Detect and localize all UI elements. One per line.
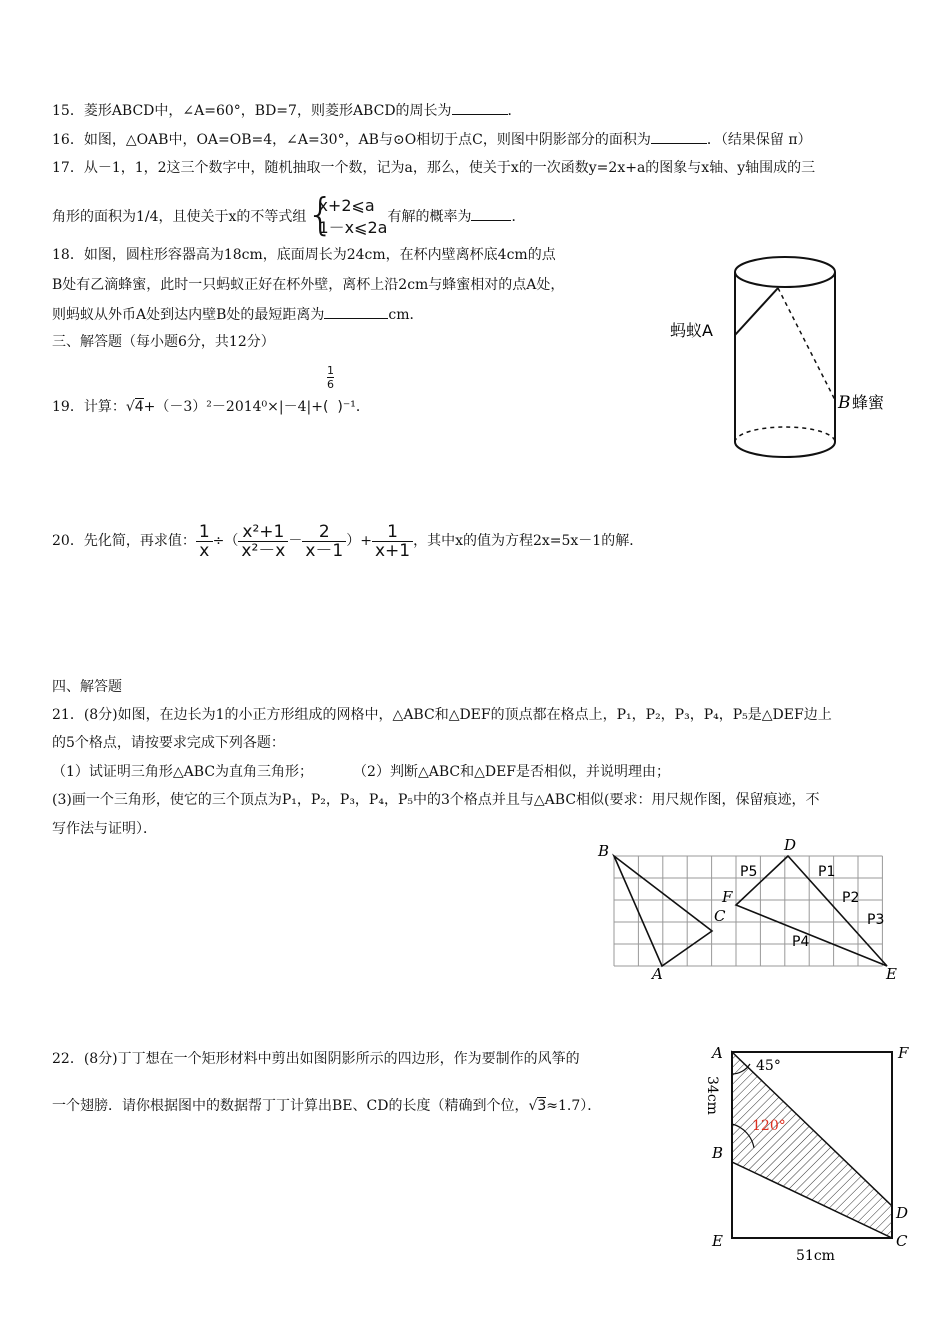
cylinder-top-rim — [735, 257, 835, 287]
fig-label-honey: 蜂蜜 — [852, 393, 885, 412]
label-e: E — [712, 1232, 723, 1250]
q17-line2-post: 有解的概率为 — [387, 209, 472, 225]
q20-frac4: $\frac{1}{x+1}$ — [372, 523, 413, 560]
q19-mid: +（－3）²－2014⁰×|－4|+ — [143, 399, 323, 415]
label-f: F — [722, 888, 733, 906]
q15-text: 15．菱形ABCD中，∠A=60°，BD=7，则菱形ABCD的周长为 — [52, 103, 452, 119]
question-22-line2 — [52, 1093, 601, 1119]
label-p1: P1 — [818, 864, 836, 880]
q20-close: ）+ — [346, 533, 372, 549]
question-21-line3 — [52, 762, 670, 782]
question-20 — [52, 519, 643, 563]
ant-path-outer — [735, 288, 778, 335]
shaded-quadrilateral — [732, 1052, 892, 1238]
question-21-line4: (3)画一个三角形，使它的三个顶点为P₁，P₂，P₃，P₄，P₅中的3个格点并且与△ABC相似(要求：用尺规作图，保留痕迹，不 — [52, 792, 820, 808]
label-p4: P4 — [792, 934, 810, 950]
q20-post: ，其中x的值为方程2x=5x－1的解． — [413, 533, 644, 549]
label-a: A — [652, 965, 663, 982]
question-21-line5: 写作法与证明）． — [52, 821, 157, 837]
label-a: A — [712, 1044, 723, 1062]
label-p5: P5 — [740, 864, 758, 880]
q19-frac-den: 6 — [326, 378, 334, 391]
cylinder-figure — [668, 250, 908, 470]
label-c: C — [896, 1232, 908, 1250]
q17-tail: ． — [511, 209, 526, 225]
section-3-heading: 三、解答题（每小题6分，共12分） — [52, 334, 275, 350]
question-16 — [52, 129, 812, 150]
label-b: B — [712, 1144, 724, 1162]
question-18-line2: B处有乙滴蜂蜜，此时一只蚂蚁正好在杯外壁，离杯上沿2cm与蜂蜜相对的点A处， — [52, 277, 565, 293]
q16-text: 16．如图，△OAB中，OA=OB=4，∠A=30°，AB与⊙O相切于点C，则图中阴影部分的面积为 — [52, 132, 651, 148]
q20-pre: 20．先化简，再求值： — [52, 533, 196, 549]
section-4-heading: 四、解答题 — [52, 679, 122, 695]
q20-div: ÷（ — [212, 533, 239, 549]
q18-answer-blank[interactable] — [324, 304, 388, 319]
q17-ineq1: x+2⩽a — [318, 196, 375, 215]
q20-minus: － — [288, 533, 303, 549]
grid-figure — [592, 836, 912, 982]
q19-pre: 19．计算： — [52, 399, 126, 415]
question-19 — [52, 364, 370, 420]
q20-frac1: $\frac{1}{x}$ — [196, 523, 213, 560]
cylinder-bottom-front — [735, 442, 835, 457]
q17-inequality-system — [306, 189, 388, 240]
cylinder-bottom-back — [735, 427, 835, 442]
q15-answer-blank[interactable] — [452, 100, 508, 115]
question-22-line1: 22．(8分)丁丁想在一个矩形材料中剪出如图阴影所示的四边形，作为要制作的风筝的 — [52, 1051, 580, 1067]
q20-frac2: $\frac{\text{x²+1}}{\text{x²－x}}$ — [238, 523, 288, 560]
triangle-def — [736, 856, 887, 966]
question-18-line1: 18．如图，圆柱形容器高为18cm，底面周长为24cm，在杯内壁离杯底4cm的点 — [52, 247, 556, 263]
question-17-line2 — [52, 189, 526, 240]
q16-answer-blank[interactable] — [651, 129, 707, 144]
q17-line2-pre: 角形的面积为1/4，且使关于x的不等式组 — [52, 209, 307, 225]
angle-45-label: 45° — [756, 1058, 781, 1074]
side-ab-label: 34cm — [704, 1076, 720, 1115]
label-d: D — [896, 1204, 909, 1222]
q22-sqrt-value: 3 — [537, 1098, 547, 1114]
q15-tail: ． — [507, 103, 522, 119]
question-21-line1: 21．(8分)如图，在边长为1的小正方形组成的网格中，△ABC和△DEF的顶点都在格点上，P₁，P₂，P₃，P₄，P₅是△DEF边上 — [52, 707, 832, 723]
q17-ineq2: 1－x⩽2a — [318, 218, 388, 237]
label-p3: P3 — [867, 912, 885, 928]
question-17-line1: 17．从－1，1，2这三个数字中，随机抽取一个数，记为a，那么，使关于x的一次函数y=2x+a的图象与x轴、y轴围成的三 — [52, 160, 816, 176]
fig-label-ant: 蚂蚁A — [670, 321, 713, 340]
question-21-line2: 的5个格点，请按要求完成下列各题： — [52, 735, 285, 751]
brace-icon: { — [306, 189, 335, 240]
fig-label-b: B — [838, 393, 851, 413]
label-c: C — [714, 907, 726, 925]
kite-wing-figure — [700, 1040, 925, 1270]
label-d: D — [784, 836, 797, 854]
q19-frac-num: 1 — [326, 364, 334, 377]
q22-line2-post: ≈1.7）． — [546, 1098, 602, 1114]
q18-line3-text: 则蚂蚁从外币A处到达内壁B处的最短距离为 — [52, 307, 325, 323]
side-ec-label: 51cm — [796, 1248, 835, 1264]
q20-frac3: $\frac{2}{x-1}$ — [302, 523, 346, 560]
label-p2: P2 — [842, 890, 860, 906]
q21-part2: （2）判断△ABC和△DEF是否相似，并说明理由； — [353, 764, 671, 780]
sqrt-icon: √ — [528, 1098, 538, 1114]
q21-part1: （1）试证明三角形△ABC为直角三角形； — [52, 764, 314, 780]
q22-line2-pre: 一个翅膀．请你根据图中的数据帮丁丁计算出BE、CD的长度（精确到个位， — [52, 1098, 529, 1114]
q18-tail: cm． — [388, 307, 424, 323]
q19-fraction: ( $\frac{1}{6}$ ) — [322, 364, 343, 415]
label-b: B — [598, 842, 610, 860]
q19-tail: ⁻¹． — [342, 399, 370, 415]
q19-sqrt-value: 4 — [134, 399, 144, 415]
q17-answer-blank[interactable] — [471, 206, 511, 221]
sqrt-icon: √ — [125, 399, 135, 415]
q16-tail: ．（结果保留 π） — [706, 132, 812, 148]
question-18-line3 — [52, 304, 424, 325]
angle-120-label: 120° — [752, 1118, 786, 1134]
question-15 — [52, 100, 522, 121]
ant-path-inner — [778, 288, 835, 400]
label-f: F — [898, 1044, 909, 1062]
label-e: E — [886, 965, 897, 982]
